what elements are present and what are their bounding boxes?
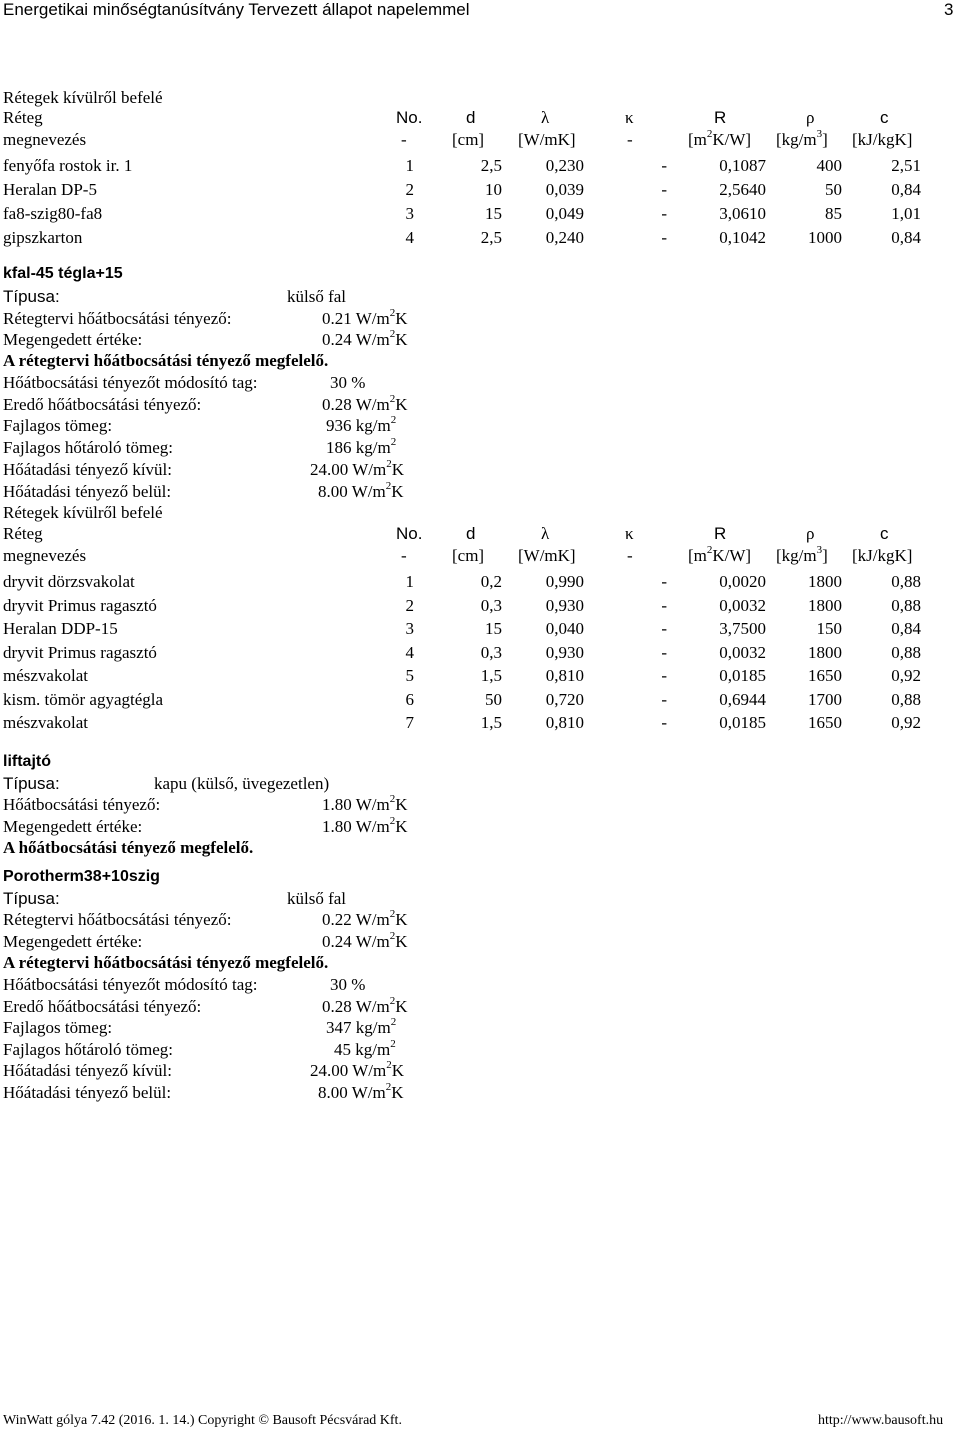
column-header-c: c — [880, 524, 889, 543]
heat-mass-label: Fajlagos hőtároló tömeg: — [3, 1040, 173, 1059]
cell-R: 0,0032 — [719, 595, 766, 615]
cell-no: 5 — [405, 666, 414, 685]
cell-R: 3,7500 — [719, 619, 766, 638]
column-header-layer: Réteg — [3, 524, 43, 543]
cell-R: 0,0020 — [719, 572, 766, 591]
unit-header-lambda: [W/mK] — [518, 546, 576, 565]
column-header-no: No. — [396, 524, 423, 543]
cell-d: 15 — [485, 204, 502, 223]
allowed-value: 0.24 $W/m^2K$ — [322, 328, 408, 349]
cell-name: mészvakolat — [3, 713, 88, 732]
cell-no: 3 — [405, 204, 414, 223]
cell-no: 1 — [405, 572, 414, 591]
verdict: A rétegtervi hőátbocsátási tényező megfelelő. — [3, 953, 329, 972]
cell-rho: 150 — [816, 619, 842, 638]
mass-value: 347 $kg/m^2$ — [326, 1016, 397, 1037]
allowed-value: 0.24 $W/m^2K$ — [322, 930, 408, 951]
unit-header-kappa: - — [627, 130, 633, 149]
type-value: külső fal — [287, 287, 347, 306]
modifier-label: Hőátbocsátási tényezőt módosító tag: — [3, 373, 258, 392]
cell-d: 0,2 — [480, 572, 502, 591]
mass-label: Fajlagos tömeg: — [3, 1018, 113, 1037]
cell-kappa: - — [661, 713, 667, 732]
mass-label: Fajlagos tömeg: — [3, 416, 113, 435]
cell-name: kism. tömör agyagtégla — [3, 689, 164, 709]
cell-kappa: - — [661, 619, 667, 638]
cell-d: 10 — [485, 180, 502, 199]
cell-lambda: 0,720 — [545, 689, 584, 709]
inner-coefficient-value: 8.00 $W/m^2K$ — [318, 1081, 404, 1102]
u-value-label: Rétegtervi hőátbocsátási tényező: — [3, 309, 232, 328]
unit-header-name: megnevezés — [3, 546, 87, 565]
cell-R: 0,1087 — [719, 156, 766, 175]
cell-lambda: 0,930 — [545, 642, 584, 662]
cell-d: 1,5 — [480, 666, 502, 685]
cell-R: 2,5640 — [719, 180, 766, 199]
cell-lambda: 0,039 — [545, 180, 584, 199]
cell-R: 0,6944 — [719, 689, 766, 709]
cell-no: 6 — [405, 689, 414, 709]
cell-d: 2,5 — [480, 156, 502, 175]
cell-c: 2,51 — [891, 156, 921, 175]
heat-mass-value: 45 $kg/m^2$ — [334, 1038, 396, 1059]
result-label: Eredő hőátbocsátási tényező: — [3, 997, 202, 1016]
inner-coefficient-label: Hőátadási tényező belül: — [3, 482, 172, 501]
cell-name: gipszkarton — [3, 228, 83, 247]
cell-R: 0,0185 — [719, 666, 766, 685]
cell-lambda: 0,240 — [545, 228, 584, 247]
cell-R: 0,0185 — [719, 713, 766, 732]
cell-d: 0,3 — [480, 595, 502, 615]
column-header-rho: ρ — [806, 524, 815, 543]
cell-no: 7 — [405, 713, 414, 732]
section-title: kfal-45 tégla+15 — [3, 265, 123, 282]
type-label: Típusa: — [3, 889, 60, 908]
unit-header-c: [kJ/kgK] — [852, 130, 913, 149]
heat-mass-label: Fajlagos hőtároló tömeg: — [3, 438, 173, 457]
column-header-no: No. — [396, 108, 423, 127]
mass-value: 936 $kg/m^2$ — [326, 414, 397, 435]
unit-header-d: [cm] — [452, 130, 485, 149]
type-value: kapu (külső, üvegezetlen) — [154, 774, 330, 793]
cell-lambda: 0,230 — [545, 156, 584, 175]
cell-kappa: - — [661, 642, 667, 662]
column-header-lambda: λ — [541, 524, 550, 543]
result-label: Eredő hőátbocsátási tényező: — [3, 395, 202, 414]
column-header-layer: Réteg — [3, 108, 43, 127]
cell-rho: 1650 — [808, 666, 842, 685]
unit-header-rho: $[kg/m^3]$ — [776, 544, 828, 565]
section-title: Porotherm38+10szig — [3, 868, 160, 885]
cell-rho: 85 — [825, 204, 842, 223]
section-title: liftajtó — [3, 753, 51, 770]
cell-lambda: 0,930 — [545, 595, 584, 615]
cell-lambda: 0,990 — [545, 572, 584, 591]
u-value: 0.21 $W/m^2K$ — [322, 307, 408, 328]
cell-kappa: - — [661, 689, 667, 709]
unit-header-lambda: [W/mK] — [518, 130, 576, 149]
cell-rho: 1800 — [808, 642, 842, 662]
type-label: Típusa: — [3, 287, 60, 306]
cell-no: 4 — [405, 642, 414, 662]
cell-kappa: - — [661, 595, 667, 615]
cell-rho: 1650 — [808, 713, 842, 732]
cell-kappa: - — [661, 666, 667, 685]
cell-c: 0,88 — [891, 595, 921, 615]
column-header-r: R — [714, 524, 727, 543]
cell-rho: 1700 — [808, 689, 842, 709]
cell-no: 4 — [405, 228, 414, 247]
cell-no: 3 — [405, 619, 414, 638]
inner-coefficient-label: Hőátadási tényező belül: — [3, 1083, 172, 1102]
cell-c: 0,84 — [891, 228, 921, 247]
cell-name: Heralan DP-5 — [3, 180, 97, 199]
cell-c: 0,92 — [891, 713, 921, 732]
cell-name: mészvakolat — [3, 666, 88, 685]
cell-kappa: - — [661, 572, 667, 591]
footer-copyright: WinWatt gólya 7.42 (2016. 1. 14.) Copyright © Bausoft Pécsvárad Kft. — [3, 1413, 402, 1428]
modifier-value: 30 % — [330, 373, 366, 392]
cell-c: 0,92 — [891, 666, 921, 685]
cell-c: 1,01 — [891, 204, 921, 223]
unit-header-kappa: - — [627, 546, 633, 565]
cell-name: fa8-szig80-fa8 — [3, 204, 103, 223]
cell-c: 0,84 — [891, 180, 921, 199]
cell-c: 0,88 — [891, 642, 921, 662]
column-header-r: R — [714, 108, 727, 127]
u-value: 0.22 $W/m^2K$ — [322, 908, 408, 929]
cell-name: Heralan DDP-15 — [3, 619, 118, 638]
cell-lambda: 0,049 — [545, 204, 584, 223]
inner-coefficient-value: 8.00 $W/m^2K$ — [318, 480, 404, 501]
modifier-label: Hőátbocsátási tényezőt módosító tag: — [3, 975, 258, 994]
cell-rho: 50 — [825, 180, 842, 199]
document-title: Energetikai minőségtanúsítvány Tervezett állapot napelemmel — [3, 0, 470, 19]
cell-kappa: - — [661, 204, 667, 223]
cell-R: 0,0032 — [719, 642, 766, 662]
cell-kappa: - — [661, 228, 667, 247]
u-value: 1.80 $W/m^2K$ — [322, 793, 408, 814]
table-caption: Rétegek kívülről befelé — [3, 88, 163, 107]
unit-header-d: [cm] — [452, 546, 485, 565]
column-header-kappa: κ — [625, 108, 634, 127]
column-header-lambda: λ — [541, 108, 550, 127]
outer-coefficient-label: Hőátadási tényező kívül: — [3, 1061, 173, 1080]
cell-no: 2 — [405, 595, 414, 615]
cell-kappa: - — [661, 156, 667, 175]
modifier-value: 30 % — [330, 975, 366, 994]
column-header-d: d — [466, 524, 476, 543]
cell-R: 3,0610 — [719, 204, 766, 223]
result-value: 0.28 $W/m^2K$ — [322, 995, 408, 1016]
cell-d: 15 — [485, 619, 502, 638]
verdict: A hőátbocsátási tényező megfelelő. — [3, 838, 254, 857]
cell-d: 50 — [485, 689, 502, 709]
cell-name: dryvit Primus ragasztó — [3, 642, 157, 662]
u-value-label: Rétegtervi hőátbocsátási tényező: — [3, 910, 232, 929]
cell-c: 0,84 — [891, 619, 921, 638]
cell-rho: 1800 — [808, 595, 842, 615]
type-label: Típusa: — [3, 774, 60, 793]
result-value: 0.28 $W/m^2K$ — [322, 393, 408, 414]
outer-coefficient-label: Hőátadási tényező kívül: — [3, 460, 173, 479]
cell-d: 2,5 — [480, 228, 502, 247]
unit-header-r: $[m^2K/W]$ — [688, 128, 752, 149]
cell-R: 0,1042 — [719, 228, 766, 247]
outer-coefficient-value: 24.00 $W/m^2K$ — [310, 1059, 404, 1080]
cell-d: 0,3 — [480, 642, 502, 662]
type-value: külső fal — [287, 889, 347, 908]
heat-mass-value: 186 $kg/m^2$ — [326, 436, 397, 457]
column-header-rho: ρ — [806, 108, 815, 127]
unit-header-no: - — [401, 546, 407, 565]
outer-coefficient-value: 24.00 $W/m^2K$ — [310, 458, 404, 479]
u-value-label: Hőátbocsátási tényező: — [3, 795, 161, 814]
cell-d: 1,5 — [480, 713, 502, 732]
cell-rho: 1800 — [808, 572, 842, 591]
cell-kappa: - — [661, 180, 667, 199]
footer-link[interactable]: http://www.bausoft.hu — [818, 1413, 944, 1428]
column-header-c: c — [880, 108, 889, 127]
allowed-label: Megengedett értéke: — [3, 330, 143, 349]
table-caption: Rétegek kívülről befelé — [3, 503, 163, 522]
allowed-label: Megengedett értéke: — [3, 932, 143, 951]
cell-name: dryvit Primus ragasztó — [3, 595, 157, 615]
verdict: A rétegtervi hőátbocsátási tényező megfelelő. — [3, 351, 329, 370]
cell-no: 1 — [405, 156, 414, 175]
cell-lambda: 0,810 — [545, 713, 584, 732]
page-number: 3 — [944, 0, 954, 19]
column-header-kappa: κ — [625, 524, 634, 543]
cell-lambda: 0,810 — [545, 666, 584, 685]
allowed-label: Megengedett értéke: — [3, 817, 143, 836]
unit-header-rho: $[kg/m^3]$ — [776, 128, 828, 149]
cell-rho: 1000 — [808, 228, 842, 247]
allowed-value: 1.80 $W/m^2K$ — [322, 815, 408, 836]
cell-c: 0,88 — [891, 689, 921, 709]
cell-no: 2 — [405, 180, 414, 199]
cell-lambda: 0,040 — [545, 619, 584, 638]
cell-rho: 400 — [816, 156, 842, 175]
cell-name: fenyőfa rostok ir. 1 — [3, 156, 133, 175]
column-header-d: d — [466, 108, 476, 127]
cell-name: dryvit dörzsvakolat — [3, 572, 135, 591]
unit-header-c: [kJ/kgK] — [852, 546, 913, 565]
unit-header-r: $[m^2K/W]$ — [688, 544, 752, 565]
unit-header-no: - — [401, 130, 407, 149]
cell-c: 0,88 — [891, 572, 921, 591]
unit-header-name: megnevezés — [3, 130, 87, 149]
